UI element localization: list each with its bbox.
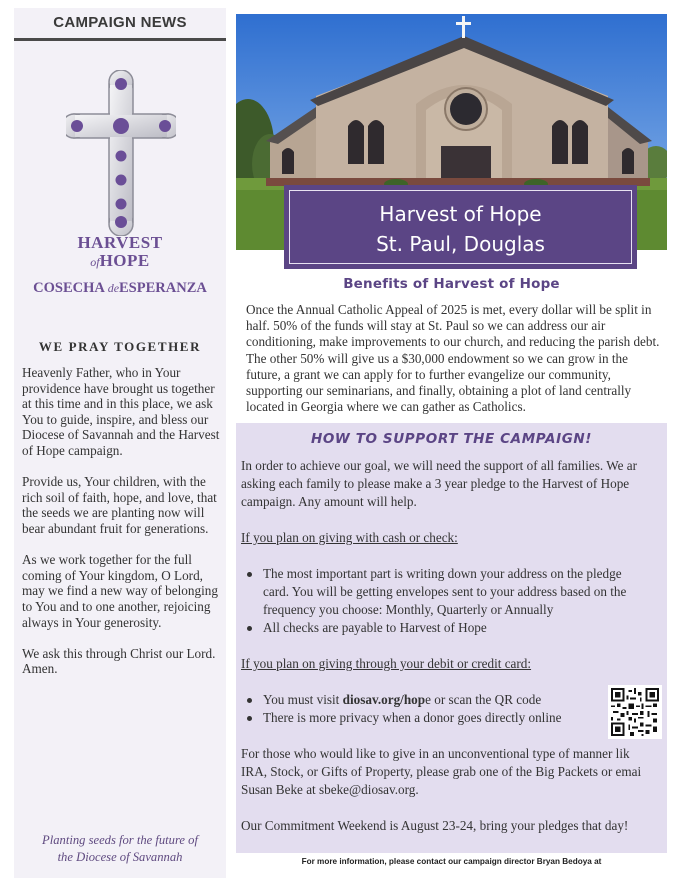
cash-heading: If you plan on giving with cash or check: (241, 530, 458, 545)
cash-bullets (241, 565, 667, 637)
list-item (241, 619, 667, 637)
list-item: There is more privacy when a donor goes directly online (241, 709, 667, 727)
bullet-line: The most important part is writing down your address on the pledge (263, 566, 622, 581)
card-heading: If you plan on giving through your debit or credit card: (241, 656, 532, 671)
tagline-line: Planting seeds for the future of (42, 833, 198, 847)
prayer-paragraph: Heavenly Father, who in Your providence have brought us together at this time and in this place, we ask You to guide, inspire, and bless our Diocese of Savannah and the Harvest of Hope campaign. (22, 365, 220, 458)
bullet-line: frequency you choose: Monthly, Quarterly or Annually (263, 602, 554, 617)
support-intro (241, 457, 667, 511)
support-body (241, 457, 667, 835)
footer-line: For more information, please contact our campaign director Bryan Bedoya at (301, 857, 602, 866)
logo-de: de (107, 281, 120, 295)
tagline (14, 832, 226, 866)
sidebar (14, 8, 226, 878)
footer-contact (236, 856, 667, 868)
list-item (241, 565, 667, 619)
prayer-heading: WE PRAY TOGETHER (38, 339, 202, 354)
support-panel (236, 423, 667, 853)
benefits-text: Once the Annual Catholic Appeal of 2025 is met, every dollar will be split in half. 50% of the funds will stay at St. Paul so we can address our air conditioning, make improvements to our church, and reducing the parish debt. The other 50% will give us a $30,000 endowment so we can grow in the future, a grant we can apply for to further evangelize our community, supporting our seminarians, and finally, obtaining a plot of land centrally located in Georgia where we can gather as Catholics. (246, 302, 660, 415)
other-giving (241, 745, 667, 799)
campaign-news-header: CAMPAIGN NEWS (53, 14, 187, 31)
list-item (241, 691, 667, 709)
other-giving-line: IRA, Stock, or Gifts of Property, please grab one of the Big Packets or emai (241, 764, 642, 779)
logo-hope: HOPE (99, 251, 150, 270)
prayer-paragraph: We ask this through Christ our Lord. Amen. (22, 645, 216, 677)
support-intro-line: campaign. Any amount will help. (241, 494, 417, 509)
logo-harvest: HARVEST (77, 233, 163, 252)
logo-of: of (90, 255, 100, 269)
header-rule (14, 38, 226, 41)
commitment-weekend: Our Commitment Weekend is August 23-24, bring your pledges that day! (241, 818, 629, 833)
logo-esperanza: ESPERANZA (119, 280, 207, 296)
logo-cosecha-word: COSECHA (33, 280, 105, 296)
diosav-link[interactable]: diosav.org/hop (342, 692, 426, 707)
card-bullets (241, 691, 667, 727)
bullet-text: You must visit (263, 692, 343, 707)
title-inner (289, 190, 632, 264)
other-giving-line: For those who would like to give in an unconventional type of manner lik (241, 746, 630, 761)
other-giving-line: Susan Beke at sbeke@diosav.org. (241, 782, 419, 797)
support-heading: HOW TO SUPPORT THE CAMPAIGN! (310, 431, 593, 447)
prayer-text (22, 365, 220, 692)
logo-cosecha (14, 280, 226, 297)
benefits-heading: Benefits of Harvest of Hope (343, 276, 560, 292)
bullet-line: card. You will be getting envelopes sent to your address based on the (263, 584, 627, 599)
title-box (284, 185, 637, 269)
bullet-line: All checks are payable to Harvest of Hope (263, 620, 487, 635)
logo-wordmark (14, 234, 226, 271)
prayer-paragraph: As we work together for the full coming of Your kingdom, O Lord, may we find a new way of belonging to You and to one another, rejoicing always in Your generosity. (22, 552, 218, 630)
tagline-line: the Diocese of Savannah (57, 850, 183, 864)
support-intro-line: In order to achieve our goal, we will need the support of all families. We ar (241, 458, 638, 473)
bullet-text: e or scan the QR code (425, 692, 542, 707)
support-intro-line: asking each family to please make a 3 year pledge to the Harvest of Hope (241, 476, 630, 491)
title-line-1: Harvest of Hope (379, 202, 542, 226)
qr-code-icon[interactable] (608, 685, 662, 739)
cross-icon (66, 70, 176, 236)
prayer-paragraph: Provide us, Your children, with the rich soil of faith, hope, and love, that the seeds we are planting now will bear abundant fruit for generations. (22, 474, 217, 536)
title-line-2: St. Paul, Douglas (376, 232, 545, 256)
